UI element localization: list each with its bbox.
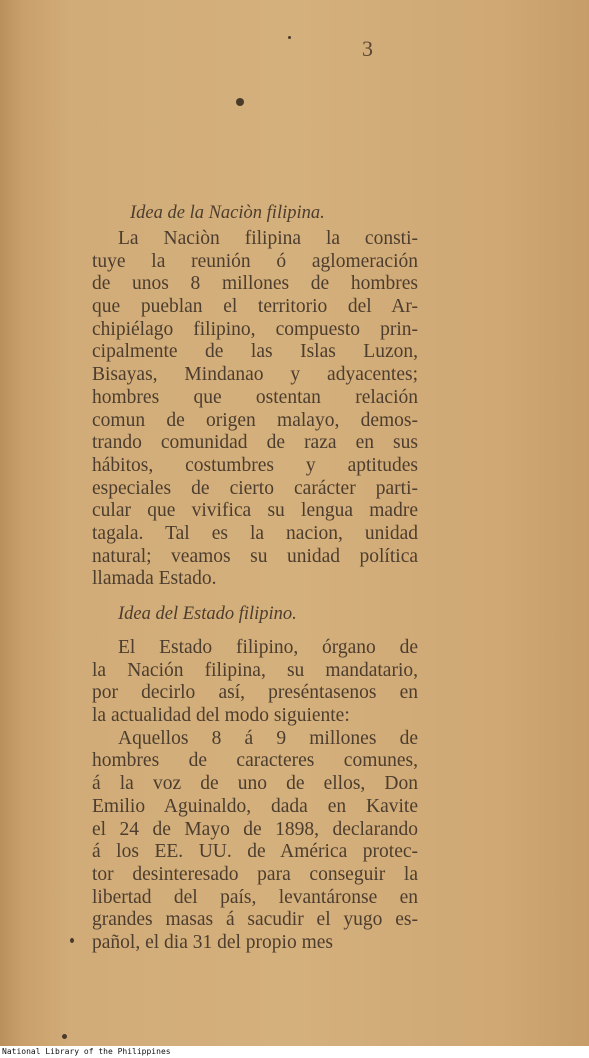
body-text <box>92 198 418 955</box>
text-line: la actualidad del modo siguiente: <box>92 705 350 727</box>
text-line: libertad del país, levantáronse en <box>92 886 418 908</box>
text-line: natural; veamos su unidad política <box>92 545 418 567</box>
ink-spot <box>70 938 74 943</box>
text-line: tor desinteresado para conseguir la <box>92 863 418 885</box>
paragraph <box>92 728 418 955</box>
text-line: de unos 8 millones de hombres <box>92 273 418 295</box>
ink-spot <box>236 98 244 106</box>
text-line: trando comunidad de raza en sus <box>92 432 418 454</box>
text-line: Aquellos 8 á 9 millones de <box>118 727 418 749</box>
text-line: el 24 de Mayo de 1898, declarando <box>92 818 418 840</box>
text-line: Emilio Aguinaldo, dada en Kavite <box>92 795 418 817</box>
text-line: cipalmente de las Islas Luzon, <box>92 341 418 363</box>
text-line: hombres que ostentan relación <box>92 386 418 408</box>
ink-spot <box>62 1034 67 1039</box>
text-line: por decirlo así, preséntasenos en <box>92 682 418 704</box>
text-line: pañol, el dia 31 del propio mes <box>92 931 333 953</box>
section-heading: Idea del Estado filipino. <box>118 604 297 624</box>
text-line: tuye la reunión ó aglomeración <box>92 250 418 272</box>
ink-spot <box>288 36 291 39</box>
text-line: la Nación filipina, su mandatario, <box>92 659 418 681</box>
text-line: hombres de caracteres comunes, <box>92 750 418 772</box>
section-heading: Idea de la Naciòn filipina. <box>130 203 325 223</box>
text-line: chipiélago filipino, compuesto prin- <box>92 318 418 340</box>
text-line: Bisayas, Mindanao y adyacentes; <box>92 364 418 386</box>
text-line: á los EE. UU. de América protec- <box>92 841 418 863</box>
paragraph <box>92 228 418 591</box>
text-line: El Estado filipino, órgano de <box>118 637 418 658</box>
text-line: llamada Estado. <box>92 568 217 590</box>
text-line: grandes masas á sacudir el yugo es- <box>92 909 418 931</box>
paragraph <box>92 637 418 728</box>
text-line: tagala. Tal es la nacion, unidad <box>92 522 418 544</box>
text-line: cular que vivifica su lengua madre <box>92 500 418 522</box>
library-credit: National Library of the Philippines <box>2 1047 171 1056</box>
text-line: hábitos, costumbres y aptitudes <box>92 454 418 476</box>
text-line: comun de origen malayo, demos- <box>92 409 418 431</box>
text-line: especiales de cierto carácter parti- <box>92 477 418 499</box>
text-line: á la voz de uno de ellos, Don <box>92 773 418 795</box>
text-line: que pueblan el territorio del Ar- <box>92 296 418 318</box>
text-line: La Naciòn filipina la consti- <box>118 228 418 249</box>
page-number: 3 <box>362 36 373 61</box>
